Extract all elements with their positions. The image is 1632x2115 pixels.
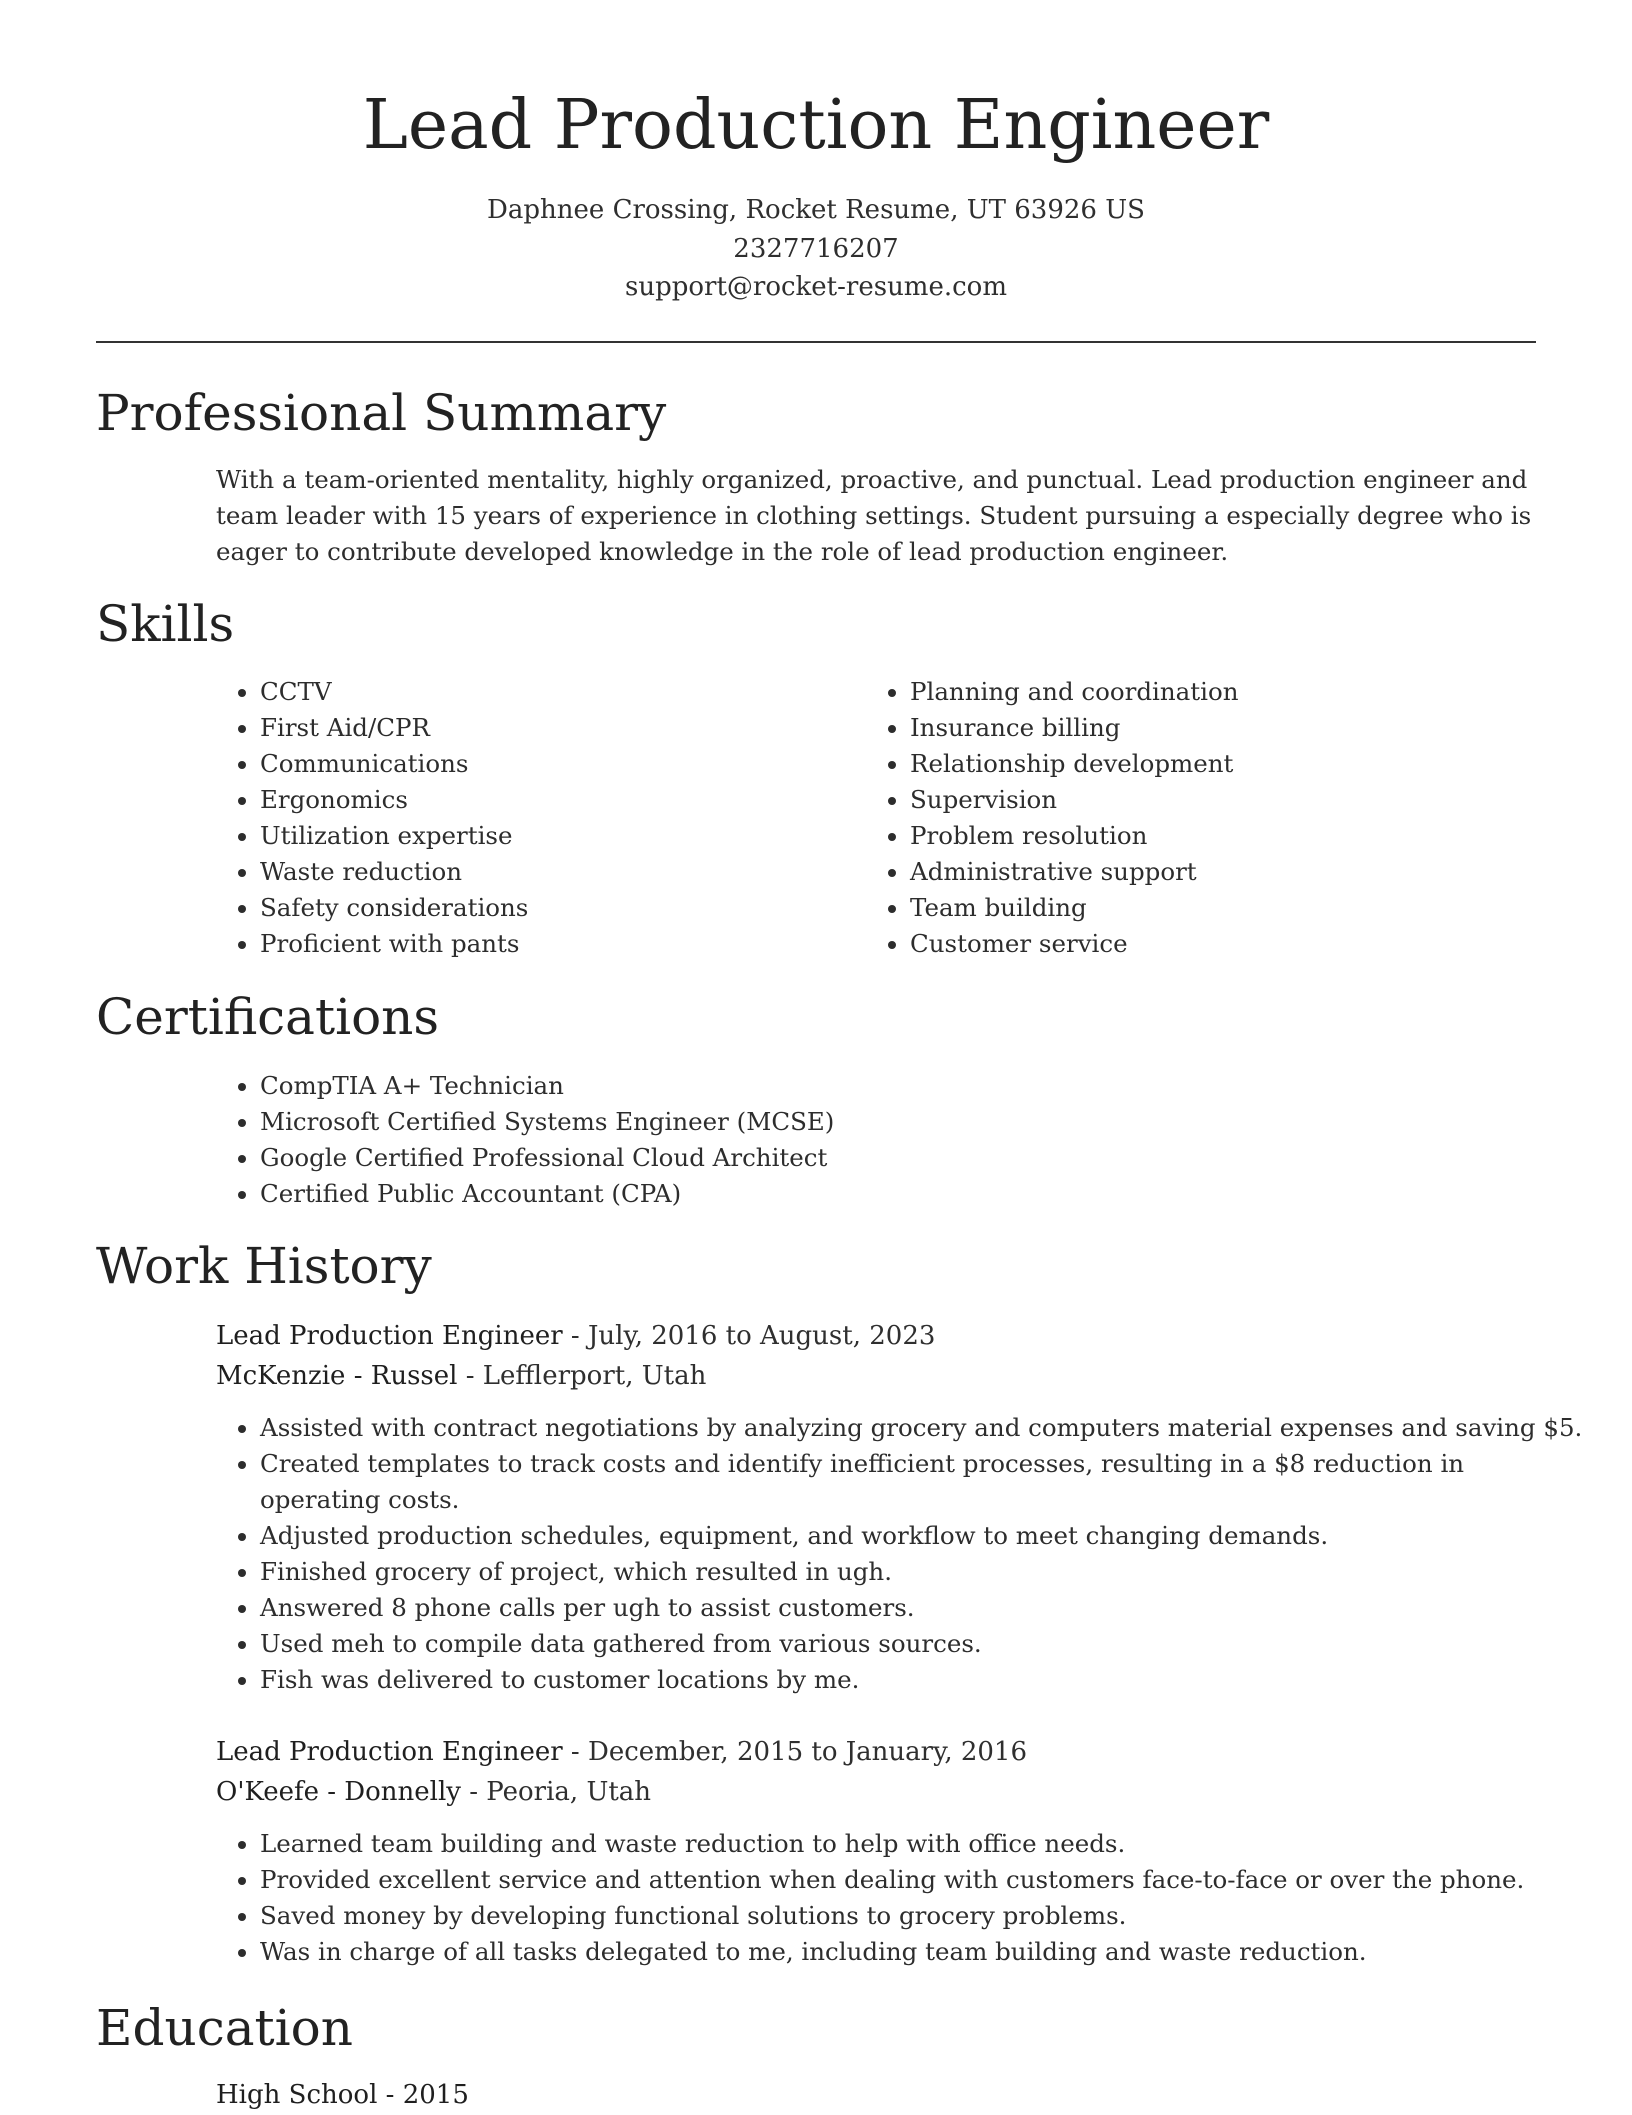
skill-item: • Communications bbox=[260, 746, 820, 782]
skill-item: • Administrative support bbox=[910, 854, 1550, 890]
skills-heading: Skills bbox=[96, 595, 235, 653]
job-bullet: • Provided excellent service and attention when dealing with customers face-to-face or over the phone. bbox=[260, 1862, 1590, 1898]
education-entry: High School - 2015 bbox=[216, 2080, 469, 2110]
skill-item: • Insurance billing bbox=[910, 710, 1550, 746]
resume-title: Lead Production Engineer bbox=[362, 86, 1270, 165]
skill-item: • Ergonomics bbox=[260, 782, 820, 818]
job-bullet: • Adjusted production schedules, equipment, and workflow to meet changing demands. bbox=[260, 1518, 1590, 1554]
skills-list-right bbox=[866, 674, 1550, 962]
job-bullet: • Saved money by developing functional solutions to grocery problems. bbox=[260, 1898, 1590, 1934]
certifications-heading: Certifications bbox=[96, 988, 440, 1046]
job-bullets bbox=[216, 1826, 1590, 1970]
job-bullet: • Fish was delivered to customer locations by me. bbox=[260, 1662, 1590, 1698]
education-heading: Education bbox=[96, 1999, 353, 2057]
certification-item: • Certified Public Accountant (CPA) bbox=[260, 1176, 1560, 1212]
job-title-line bbox=[216, 1316, 935, 1356]
skill-item: • Safety considerations bbox=[260, 890, 820, 926]
skill-item: • Customer service bbox=[910, 926, 1550, 962]
job-bullets bbox=[216, 1410, 1590, 1698]
job-bullet: • Answered 8 phone calls per ugh to assist customers. bbox=[260, 1590, 1590, 1626]
skill-item: • Team building bbox=[910, 890, 1550, 926]
job-title: Lead Production Engineer bbox=[216, 1737, 563, 1767]
job-bullet: • Finished grocery of project, which resulted in ugh. bbox=[260, 1554, 1590, 1590]
job-company: McKenzie - Russel bbox=[216, 1361, 458, 1391]
job-bullet: • Created templates to track costs and identify inefficient processes, resulting in a $8 reduction in operating costs. bbox=[260, 1446, 1590, 1518]
skills-list-left bbox=[216, 674, 820, 962]
job-company: O'Keefe - Donnelly bbox=[216, 1777, 461, 1807]
skill-item: • Problem resolution bbox=[910, 818, 1550, 854]
summary-text: With a team-oriented mentality, highly organized, proactive, and punctual. Lead production engineer and team leader with 15 years of experience in clothing settings. Student pursuing a especially degree who is eager to contribute developed knowledge in the role of lead production engineer. bbox=[216, 465, 1532, 566]
job-bullet: • Used meh to compile data gathered from various sources. bbox=[260, 1626, 1590, 1662]
job-dates: - December, 2015 to January, 2016 bbox=[562, 1737, 1028, 1767]
job-bullet: • Learned team building and waste reduction to help with office needs. bbox=[260, 1826, 1590, 1862]
job-company-line bbox=[216, 1772, 651, 1812]
contact-email: support@rocket-resume.com bbox=[624, 272, 1007, 302]
skill-item: • First Aid/CPR bbox=[260, 710, 820, 746]
skill-item: • Waste reduction bbox=[260, 854, 820, 890]
certification-item: • Microsoft Certified Systems Engineer (MCSE) bbox=[260, 1104, 1560, 1140]
skill-item: • Utilization expertise bbox=[260, 818, 820, 854]
job-title-line bbox=[216, 1732, 1027, 1772]
work-history-heading: Work History bbox=[96, 1237, 432, 1295]
header-divider bbox=[96, 341, 1536, 343]
job-bullet: • Assisted with contract negotiations by analyzing grocery and computers material expenses and saving $5. bbox=[260, 1410, 1590, 1446]
skill-item: • Planning and coordination bbox=[910, 674, 1550, 710]
skill-item: • Proficient with pants bbox=[260, 926, 820, 962]
job-title: Lead Production Engineer bbox=[216, 1321, 563, 1351]
contact-phone: 2327716207 bbox=[733, 234, 899, 264]
job-location: - Peoria, Utah bbox=[460, 1777, 652, 1807]
job-bullet: • Was in charge of all tasks delegated to me, including team building and waste reduction. bbox=[260, 1934, 1590, 1970]
job-company-line bbox=[216, 1356, 706, 1396]
skill-item: • CCTV bbox=[260, 674, 820, 710]
certifications-list bbox=[216, 1068, 1560, 1212]
certification-item: • Google Certified Professional Cloud Architect bbox=[260, 1140, 1560, 1176]
job-location: - Lefflerport, Utah bbox=[457, 1361, 707, 1391]
job-dates: - July, 2016 to August, 2023 bbox=[562, 1321, 936, 1351]
contact-address: Daphnee Crossing, Rocket Resume, UT 63926 US bbox=[487, 195, 1145, 225]
skill-item: • Relationship development bbox=[910, 746, 1550, 782]
certification-item: • CompTIA A+ Technician bbox=[260, 1068, 1560, 1104]
skill-item: • Supervision bbox=[910, 782, 1550, 818]
summary-heading: Professional Summary bbox=[96, 384, 667, 442]
